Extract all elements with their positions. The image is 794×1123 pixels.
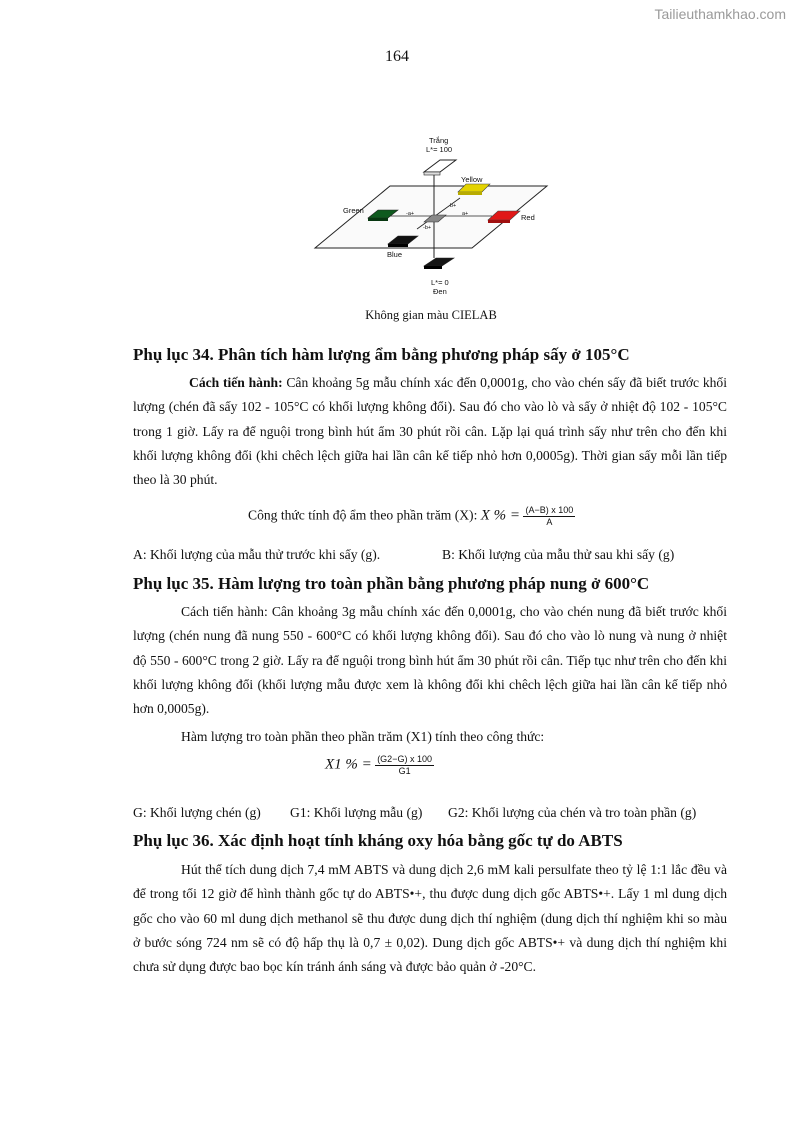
label-b-plus: b+	[450, 203, 457, 209]
section-35-title: Phụ lục 35. Hàm lượng tro toàn phần bằng phương pháp nung ở 600°C	[133, 574, 650, 593]
section-34-title: Phụ lục 34. Phân tích hàm lượng ẩm bằng phương pháp sấy ở 105°C	[133, 345, 630, 364]
section-35-formula-intro: Hàm lượng tro toàn phần theo phần trăm (X1) tính theo công thức:	[181, 729, 545, 744]
def-g2: G2: Khối lượng của chén và tro toàn phần (g)	[448, 805, 697, 820]
section-34-body	[133, 371, 727, 492]
black-chip	[424, 258, 454, 266]
section-36-title: Phụ lục 36. Xác định hoạt tính kháng oxy hóa bằng gốc tự do ABTS	[133, 831, 623, 850]
white-chip	[424, 160, 456, 172]
label-black-value: L*= 0	[431, 278, 449, 287]
section-34-lead: Cách tiến hành:	[189, 375, 283, 390]
section-35-body: Cách tiến hành: Cân khoảng 3g mẫu chính xác đến 0,0001g, cho vào chén nung đã biết trước khối lượng (chén nung đã nung 550 - 600°C có khối lượng không đổi). Sau đó cho vào lò nung và nung ở nhiệt độ 550 - 600°C trong 2 giờ. Lấy ra để nguội trong bình hút ẩm 30 phút rồi cân. Tiếp tục như trên cho đến khi khối lượng không đổi (khối lượng mẫu được xem là không đổi khi chêch lệch giữa hai lần cân kế tiếp nhỏ hơn 0,0005g).	[133, 604, 727, 717]
formula-35-numerator: (G2−G) x 100	[377, 754, 432, 764]
watermark: Tailieuthamkhao.com	[654, 6, 786, 22]
section-34-text: Cân khoảng 5g mẫu chính xác đến 0,0001g, cho vào chén sấy đã biết trước khối lượng (chén đã sấy 102 - 105°C có khối lượng không đổi). Sau đó cho vào lò và sấy ở nhiệt độ 102 - 105°C trong 1 giờ. Lấy ra để nguội trong bình hút ẩm 30 phút rồi cân. Lặp lại quá trình sấy như trên cho đến khi khối lượng không đổi (khi chêch lệch giữa hai lần cân kế tiếp nhỏ hơn 0,0005g). Thời gian sấy mỗi lần tiếp theo là 30 phút.	[133, 375, 728, 488]
formula-34-intro: Công thức tính độ ẩm theo phần trăm (X):	[248, 507, 478, 523]
label-a-plus: a+	[462, 211, 469, 217]
section-35-formula	[325, 754, 434, 777]
def-a: A: Khối lượng của mẫu thử trước khi sấy (g).	[133, 547, 381, 562]
page-number: 164	[385, 48, 409, 65]
section-36-body: Hút thể tích dung dịch 7,4 mM ABTS và dung dịch 2,6 mM kali persulfate theo tỷ lệ 1:1 lắc đều và để trong tối 12 giờ để hình thành gốc tự do ABTS•+, thu được dung dịch gốc ABTS•+. Lấy 1 ml dung dịch gốc cho vào 60 ml dung dịch methanol sẽ thu được dung dịch thí nghiệm (dung dịch thí nghiệm khi so màu ở bước sóng 724 nm sẽ có độ hấp thụ là 0,7 ± 0,02). Dung dịch gốc ABTS•+ và dung dịch thí nghiệm khi chưa sử dụng được bao bọc kín tránh ánh sáng và được bảo quản ở -20°C.	[133, 862, 727, 975]
label-a-minus: -a+	[406, 211, 415, 217]
section-34-formula	[248, 505, 575, 528]
formula-35-lhs: X1 % =	[325, 756, 372, 773]
figure-caption: Không gian màu CIELAB	[365, 308, 497, 322]
label-red: Red	[521, 213, 535, 222]
formula-34-denominator: A	[546, 517, 553, 527]
formula-34-numerator: (A−B) x 100	[525, 505, 574, 515]
label-white-value: L*= 100	[426, 145, 453, 154]
label-blue: Blue	[387, 250, 403, 259]
def-g: G: Khối lượng chén (g)	[133, 805, 261, 820]
label-b-minus: -b+	[423, 225, 432, 231]
def-g1: G1: Khối lượng mẫu (g)	[290, 805, 423, 820]
label-white: Trắng	[429, 136, 449, 145]
label-green: Green	[343, 206, 364, 215]
def-b: B: Khối lượng của mẫu thử sau khi sấy (g)	[442, 547, 675, 562]
formula-35-fraction	[375, 754, 434, 777]
formula-35-denominator: G1	[398, 766, 411, 776]
formula-34-lhs: X % =	[480, 507, 521, 524]
label-yellow: Yellow	[461, 175, 483, 184]
cielab-diagram	[312, 130, 552, 300]
formula-34-fraction	[523, 505, 575, 528]
label-black: Đen	[433, 287, 447, 296]
